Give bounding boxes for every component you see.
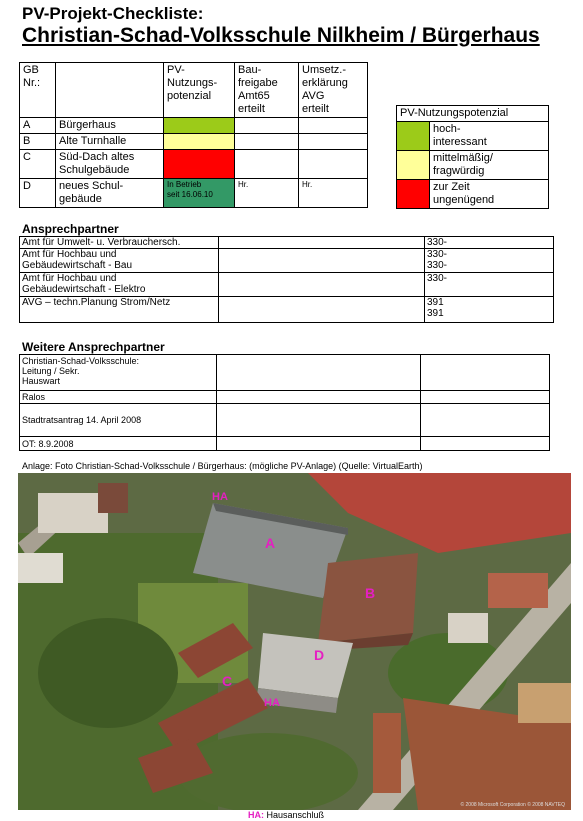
bau-cell bbox=[235, 150, 299, 179]
legend-label: mittelmäßig/ fragwürdig bbox=[430, 151, 549, 180]
contact-tel: 391 391 bbox=[425, 297, 554, 323]
title-line-2: Christian-Schad-Volksschule Nilkheim / Bürgerhaus bbox=[22, 24, 540, 47]
contact-mid bbox=[217, 355, 421, 391]
table-row bbox=[20, 297, 554, 323]
contact-label: OT: 8.9.2008 bbox=[20, 437, 217, 451]
contact-mid bbox=[219, 237, 425, 249]
table-row bbox=[20, 249, 554, 273]
label-ha-2: HA bbox=[264, 697, 280, 709]
bau-cell: Hr. bbox=[235, 179, 299, 208]
bau-cell bbox=[235, 134, 299, 150]
legend-swatch bbox=[397, 180, 430, 209]
col-header-pv: PV- Nutzungs- potenzial bbox=[164, 63, 235, 118]
aerial-photo bbox=[18, 473, 571, 810]
contact-label: Amt für Hochbau und Gebäudewirtschaft - Bau bbox=[20, 249, 219, 273]
table-row bbox=[20, 179, 368, 208]
pv-cell bbox=[164, 134, 235, 150]
legend-title: PV-Nutzungspotenzial bbox=[397, 106, 549, 122]
contact-right bbox=[421, 355, 550, 391]
legend-label: zur Zeit ungenügend bbox=[430, 180, 549, 209]
contact-label: Amt für Hochbau und Gebäudewirtschaft - Elektro bbox=[20, 273, 219, 297]
contact-mid bbox=[217, 391, 421, 404]
contact-right bbox=[421, 404, 550, 437]
legend-swatch bbox=[397, 151, 430, 180]
photo-caption: Anlage: Foto Christian-Schad-Volksschule / Bürgerhaus: (mögliche PV-Anlage) (Quelle: VirtualEarth) bbox=[22, 461, 423, 471]
weitere-title: Weitere Ansprechpartner bbox=[22, 340, 165, 354]
contact-tel: 330- 330- bbox=[425, 249, 554, 273]
footer-note bbox=[248, 810, 324, 820]
bau-cell bbox=[235, 118, 299, 134]
pv-cell bbox=[164, 118, 235, 134]
legend-swatch bbox=[397, 122, 430, 151]
legend-item bbox=[397, 122, 549, 151]
label-d: D bbox=[314, 647, 325, 663]
contact-label: Stadtratsantrag 14. April 2008 bbox=[20, 404, 217, 437]
aerial-photo-drawing bbox=[18, 473, 571, 810]
row-name: Alte Turnhalle bbox=[56, 134, 164, 150]
col-header-baufreigabe: Bau- freigabe Amt65 erteilt bbox=[235, 63, 299, 118]
row-nr: B bbox=[20, 134, 56, 150]
weitere-table bbox=[19, 354, 550, 451]
table-row bbox=[20, 237, 554, 249]
umsetz-cell: Hr. bbox=[299, 179, 368, 208]
ansprechpartner-table bbox=[19, 236, 554, 323]
footer-ha: HA: bbox=[248, 810, 264, 820]
title-line-1: PV-Projekt-Checkliste: bbox=[22, 4, 204, 23]
table-row bbox=[20, 437, 550, 451]
table-row bbox=[20, 404, 550, 437]
label-ha-1: HA bbox=[212, 491, 228, 503]
contact-mid bbox=[219, 273, 425, 297]
table-row bbox=[20, 118, 368, 134]
contact-tel: 330- bbox=[425, 237, 554, 249]
contact-mid bbox=[219, 297, 425, 323]
legend-item bbox=[397, 151, 549, 180]
umsetz-cell bbox=[299, 134, 368, 150]
pv-cell bbox=[164, 150, 235, 179]
row-name: Süd-Dach altes Schulgebäude bbox=[56, 150, 164, 179]
table-row bbox=[20, 355, 550, 391]
table-row bbox=[20, 134, 368, 150]
photo-copyright: © 2008 Microsoft Corporation © 2008 NAVTEQ bbox=[460, 802, 565, 808]
row-nr: C bbox=[20, 150, 56, 179]
contact-label: Christian-Schad-Volksschule: Leitung / Sekr. Hauswart bbox=[20, 355, 217, 391]
label-b: B bbox=[365, 585, 376, 601]
contact-mid bbox=[219, 249, 425, 273]
contact-label: AVG – techn.Planung Strom/Netz bbox=[20, 297, 219, 323]
row-nr: A bbox=[20, 118, 56, 134]
col-header-gb: GB Nr.: bbox=[20, 63, 56, 118]
contact-label: Ralos bbox=[20, 391, 217, 404]
contact-label: Amt für Umwelt- u. Verbrauchersch. bbox=[20, 237, 219, 249]
label-c: C bbox=[222, 673, 233, 689]
col-header-umsetz: Umsetz.- erklärung AVG erteilt bbox=[299, 63, 368, 118]
contact-right bbox=[421, 391, 550, 404]
footer-text: Hausanschluß bbox=[264, 810, 325, 820]
label-a: A bbox=[265, 535, 276, 551]
contact-tel: 330- bbox=[425, 273, 554, 297]
row-name: Bürgerhaus bbox=[56, 118, 164, 134]
contact-right bbox=[421, 437, 550, 451]
row-name: neues Schul- gebäude bbox=[56, 179, 164, 208]
umsetz-cell bbox=[299, 118, 368, 134]
legend-item bbox=[397, 180, 549, 209]
col-header-name bbox=[56, 63, 164, 118]
contact-mid bbox=[217, 404, 421, 437]
contact-mid bbox=[217, 437, 421, 451]
table-row bbox=[20, 273, 554, 297]
pv-cell: In Betrieb seit 16.06.10 bbox=[164, 179, 235, 208]
table-row bbox=[20, 391, 550, 404]
table-row bbox=[20, 150, 368, 179]
ansprechpartner-title: Ansprechpartner bbox=[22, 222, 119, 236]
umsetz-cell bbox=[299, 150, 368, 179]
checklist-table bbox=[19, 62, 368, 208]
row-nr: D bbox=[20, 179, 56, 208]
legend-table bbox=[396, 105, 549, 209]
legend-label: hoch- interessant bbox=[430, 122, 549, 151]
